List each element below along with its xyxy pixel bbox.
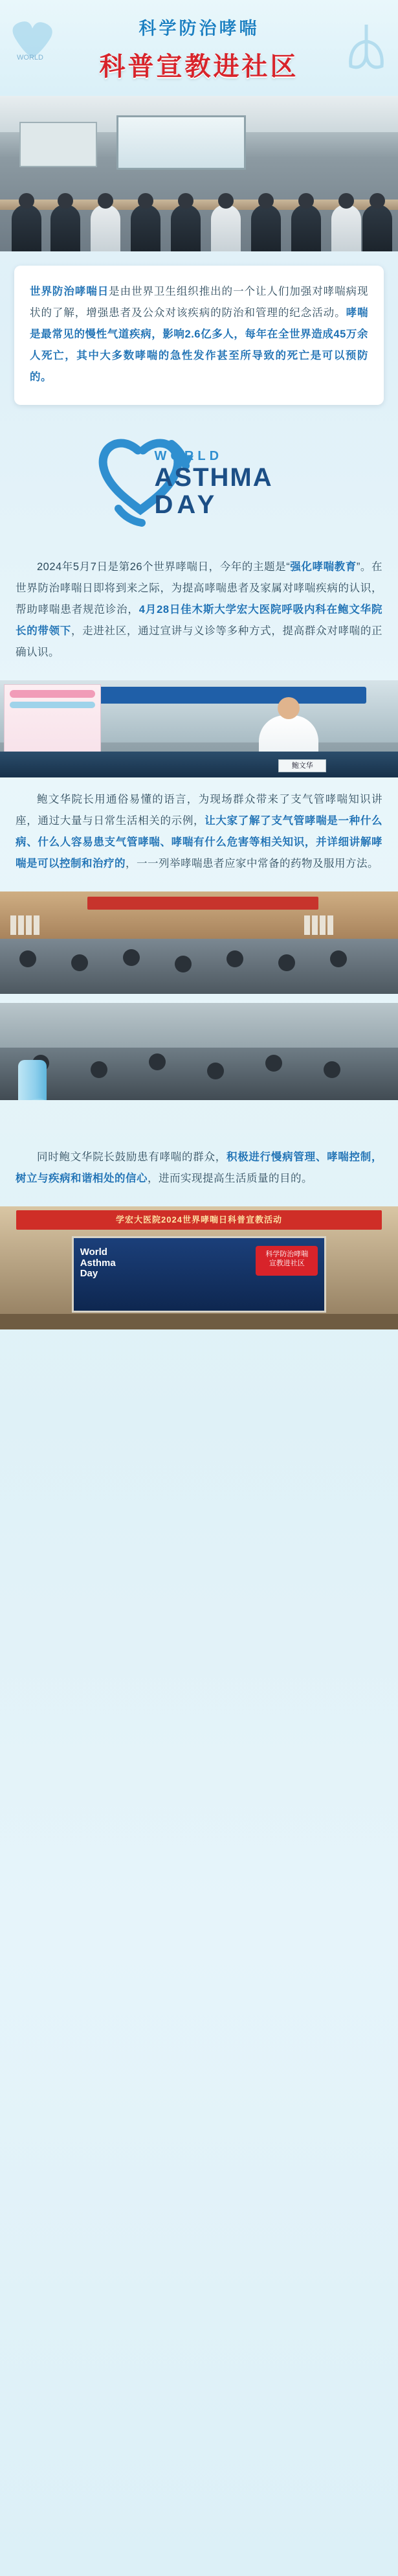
photo-seated-audience — [0, 1003, 398, 1100]
photo-lecture-poster — [0, 680, 398, 777]
screen-title-text: World Asthma Day — [80, 1247, 116, 1279]
photo-library-audience — [0, 891, 398, 994]
intro-part-1: 是由世界卫生组织推出的一个让人们加强对哮喘病现状的了解，增强患者及公众对该疾病的防治和管理的纪念活动。 — [30, 286, 369, 319]
logo-text-day: DAY — [154, 490, 219, 519]
para4-part-1: 积极进行慢病管理、哮喘控制，树立与疾病和谐相处的信心 — [16, 1151, 383, 1184]
screen-badge-text: 科学防治哮喘 宣教进社区 — [256, 1246, 318, 1276]
speaker-nameplate: 鲍文华 — [278, 759, 326, 772]
photo-meeting-room — [0, 96, 398, 251]
lung-decoration-icon — [337, 13, 395, 78]
paragraph-lecture — [16, 789, 382, 875]
intro-part-2: 哮喘是最常见的慢性气道疾病，影响2.6亿多人，每年在全世界造成45万余人死亡，其中大多数哮喘的急性发作甚至所导致的死亡是可以预防的。 — [30, 307, 369, 383]
para3-part-0: 鲍文华院长用通俗易懂的语言，为现场群众带来了支气管哮喘知识讲座，通过大量与日常生活相关的示例， — [16, 794, 382, 827]
inhaler-decoration-icon — [9, 1060, 56, 1100]
asthma-logo-decoration-icon — [3, 13, 61, 78]
logo-text-asthma: ASTHMA — [154, 463, 273, 492]
para4-part-2: ，进而实现提高生活质量的目的。 — [148, 1173, 313, 1184]
para2-part-3: 4月28日佳木斯大学宏大医院呼吸内科在鲍文华院长的带领下 — [16, 604, 383, 637]
intro-paragraph — [30, 281, 368, 388]
page-title-primary: 科学防治哮喘 — [138, 19, 260, 38]
para3-part-1: 让大家了解了支气管哮喘是一种什么病、什么人容易患支气管哮喘、哮喘有什么危害等相关知识，并详细讲解哮喘是可以控制和治疗的 — [16, 815, 382, 869]
para4-part-0: 同时鲍文华院长鼓励患有哮喘的群众， — [37, 1151, 227, 1163]
stage-banner-text: 学宏大医院2024世界哮喘日科普宣教活动 — [16, 1210, 382, 1230]
intro-part-0: 世界防治哮喘日 — [30, 286, 109, 297]
page-title-secondary: 科普宣教进社区 — [99, 52, 299, 81]
paragraph-theme — [16, 557, 382, 663]
world-asthma-day-logo — [0, 422, 398, 545]
svg-text:WORLD: WORLD — [17, 54, 43, 62]
paragraph-encourage — [16, 1147, 382, 1190]
para3-part-2: ，一一列举哮喘患者应家中常备的药物及服用方法。 — [126, 858, 379, 869]
logo-text-world: WORLD — [154, 449, 223, 463]
photo-stage-banner — [0, 1206, 398, 1329]
para2-part-1: 强化哮喘教育 — [290, 561, 357, 573]
article-header — [0, 0, 398, 96]
para2-part-0: 2024年5月7日是第26个世界哮喘日，今年的主题是“ — [37, 561, 291, 573]
para2-part-4: ，走进社区，通过宣讲与义诊等多种方式，提高群众对哮喘的正确认识。 — [16, 625, 382, 658]
intro-card — [14, 266, 384, 405]
para2-part-2: ”。在世界防治哮喘日即将到来之际，为提高哮喘患者及家属对哮喘疾病的认识，帮助哮喘患者规范诊治， — [16, 561, 383, 615]
